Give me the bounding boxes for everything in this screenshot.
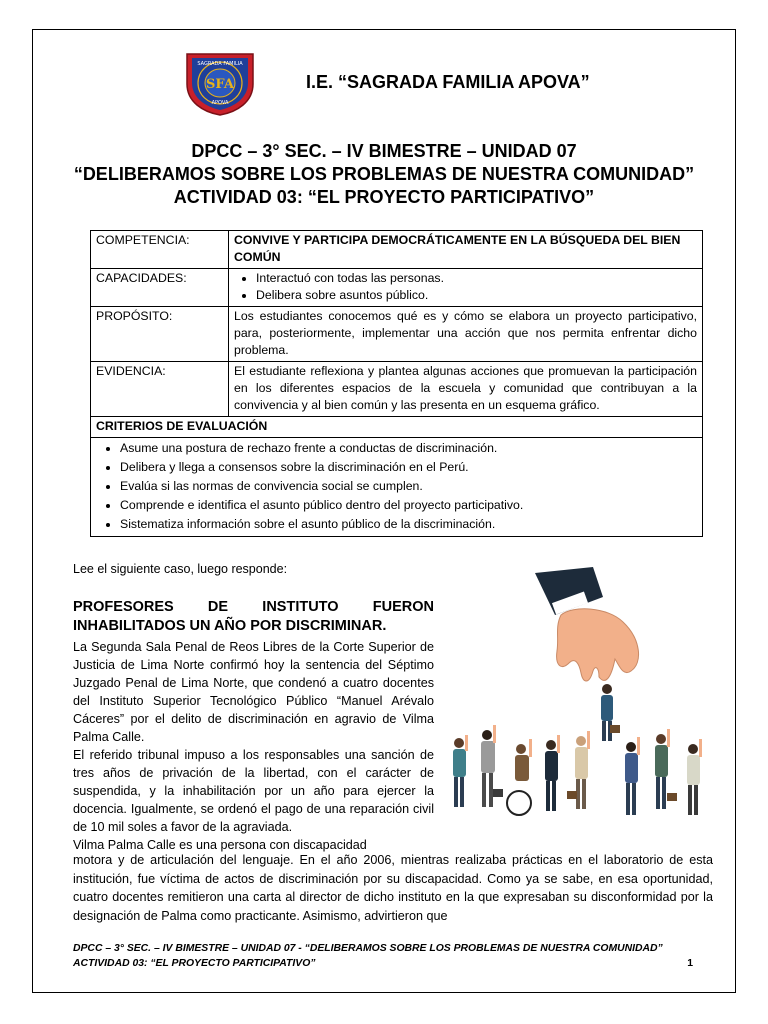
table-row [91,269,703,307]
proposito-value: Los estudiantes conocemos qué es y cómo se elabora un proyecto participativo, para, posteriormente, implementar una acción que nos permita enfrentar dicho problema. [229,307,703,362]
proposito-label: PROPÓSITO: [91,307,229,362]
activity-title: ACTIVIDAD 03: “EL PROYECTO PARTICIPATIVO” [173,187,595,207]
unit-header: DPCC – 3° SEC. – IV BIMESTRE – UNIDAD 07 [191,141,577,161]
article-title-line2: INHABILITADOS UN AÑO POR DISCRIMINAR. [73,618,387,634]
school-name: I.E. “SAGRADA FAMILIA APOVA” [306,72,590,92]
article-paragraph-3-rest: motora y de articulación del lenguaje. En el año 2006, mientras realizaba prácticas en el laboratorio de esta institución, fue víctima de actos de discriminación por su discapacidad. Como ya se sabe, en esa oportunidad, cuatro docentes remitieron una carta al director de dicho instituto en la que expresaban su disconformidad por la designación de Palma como practicante. Asimismo, advirtieron que [73,853,713,923]
table-row [91,438,703,537]
page-number: 1 [687,958,693,969]
school-crest-logo [183,50,257,116]
list-item: • Sistematiza información sobre el asunto público de la discriminación. [120,515,697,534]
svg-text:APOVA: APOVA [211,100,229,106]
article-paragraph-1: La Segunda Sala Penal de Reos Libres de la Corte Superior de Justicia de Lima Norte confirmó hoy la sentencia del Séptimo Juzgado Penal de Lima Norte, que condenó a cuatro docentes del Instituto Superior Tecnológico Público “Manuel Arévalo Cáceres” por el delito de discriminación en agravio de Vilma Palma Calle. [73,640,434,744]
competencia-value: CONVIVE Y PARTICIPA DEMOCRÁTICAMENTE EN LA BÚSQUEDA DEL BIEN COMÚN [229,231,703,269]
selection-hand-illustration [443,567,713,850]
competency-table [90,230,703,537]
criterios-label: CRITERIOS DE EVALUACIÓN [91,417,703,438]
article-paragraph-2: El referido tribunal impuso a los responsables una sanción de tres años de privación de la libertad, con el carácter de suspendida, y la inhabilitación por un año para ejercer la docencia. Igualmente, se ordenó el pago de una reparación civil de 10 mil soles a favor de la agraviada. [73,748,434,834]
page-footer [73,941,693,971]
article-paragraph-3-start: Vilma Palma Calle es una persona con discapacidad [73,838,367,852]
unit-title: “DELIBERAMOS SOBRE LOS PROBLEMAS DE NUESTRA COMUNIDAD” [73,164,695,184]
intro-text: Lee el siguiente caso, luego responde: [73,562,288,576]
article-column [73,638,434,854]
article-title-line1: PROFESORES DE INSTITUTO FUERON [73,599,434,615]
svg-text:SFA: SFA [206,77,234,92]
evidencia-label: EVIDENCIA: [91,362,229,417]
list-item: • Evalúa si las normas de convivencia social se cumplen. [120,477,697,496]
criterios-cell [91,438,703,537]
capacidades-label: CAPACIDADES: [91,269,229,307]
table-row [91,362,703,417]
competencia-label: COMPETENCIA: [91,231,229,269]
list-item: • Delibera y llega a consensos sobre la discriminación en el Perú. [120,458,697,477]
table-row [91,307,703,362]
list-item: • Comprende e identifica el asunto público dentro del proyecto participativo. [120,496,697,515]
list-item: • Interactuó con todas las personas. [256,270,697,287]
footer-line-1: DPCC – 3° SEC. – IV BIMESTRE – UNIDAD 07 - “DELIBERAMOS SOBRE LOS PROBLEMAS DE NUESTRA COMUNIDAD” [73,943,663,954]
svg-text:SAGRADA FAMILIA: SAGRADA FAMILIA [197,61,243,67]
table-row [91,417,703,438]
footer-line-2: ACTIVIDAD 03: “EL PROYECTO PARTICIPATIVO” [73,958,316,969]
list-item: • Delibera sobre asuntos público. [256,287,697,304]
evidencia-value: El estudiante reflexiona y plantea algunas acciones que promuevan la participación en los diferentes espacios de la escuela y comunidad que contribuyan a la convivencia y al bien común y las presenta en un esquema gráfico. [229,362,703,417]
capacidades-cell [229,269,703,307]
list-item: • Asume una postura de rechazo frente a conductas de discriminación. [120,439,697,458]
crowd-figures [453,725,702,815]
table-row [91,231,703,269]
